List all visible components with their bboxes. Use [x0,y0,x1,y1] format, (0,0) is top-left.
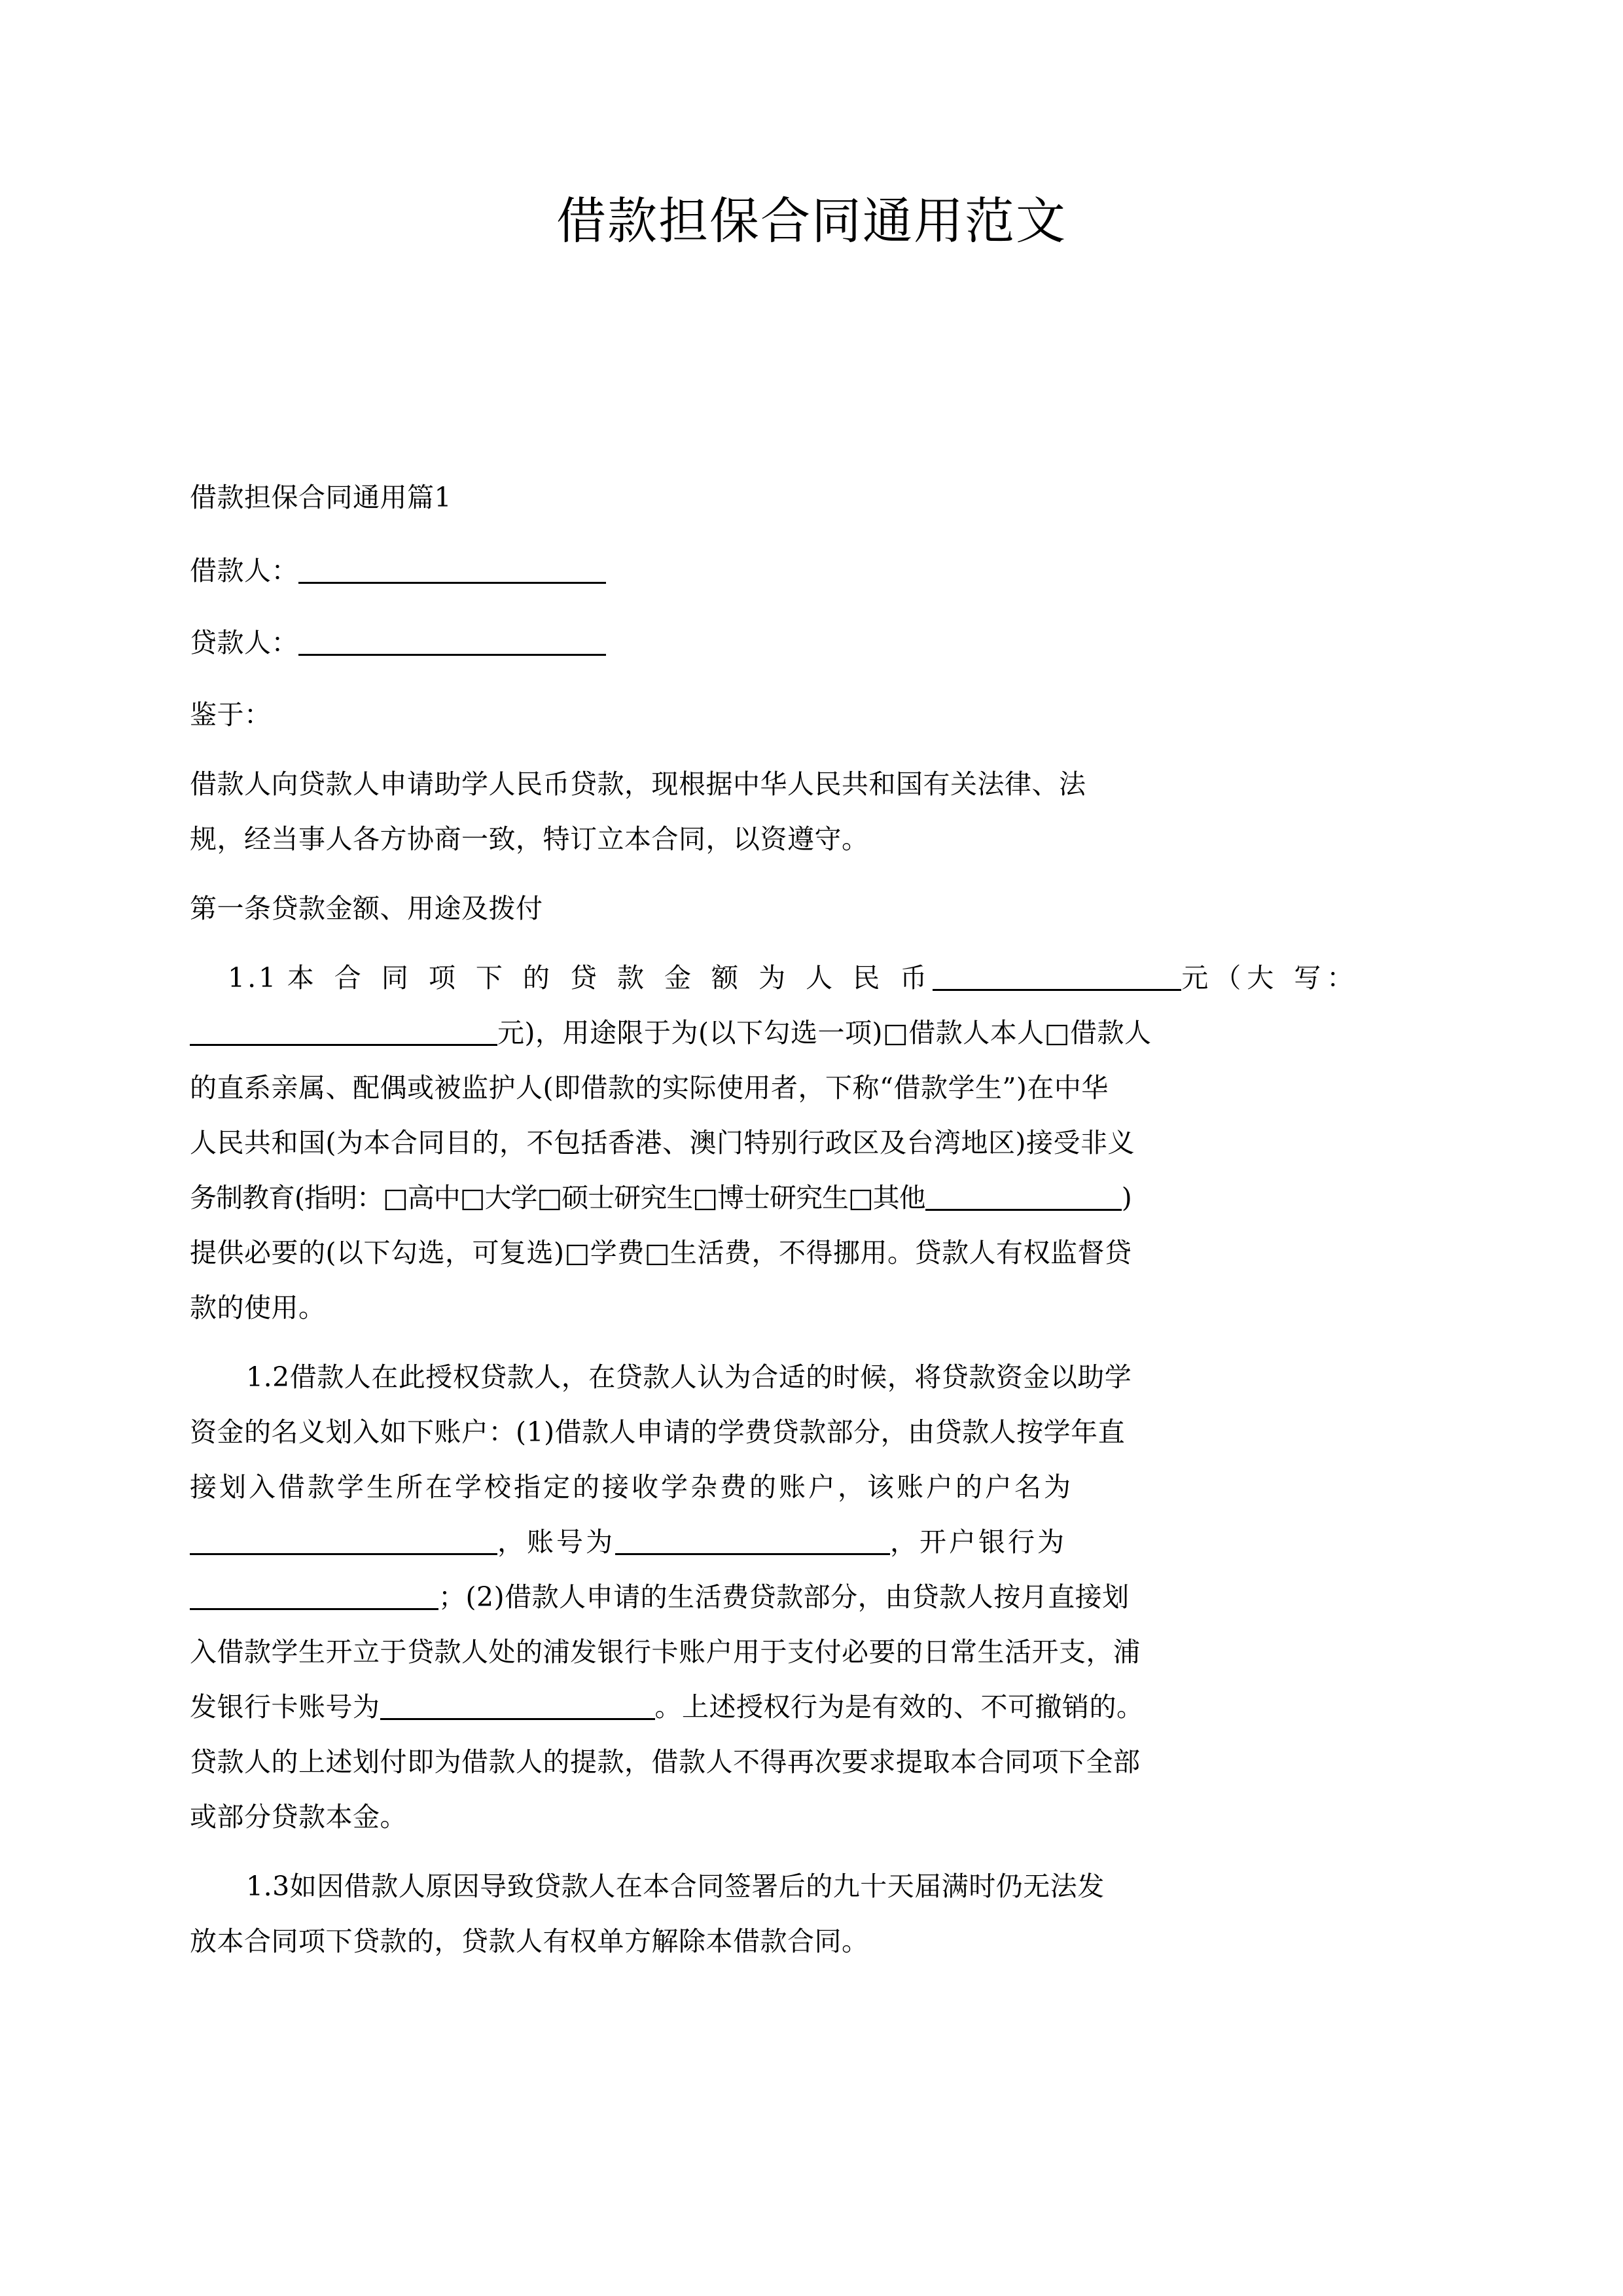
account-name-blank[interactable] [190,1553,497,1555]
clause-1-2-line-8 [190,1736,1433,1788]
whereas-label: 鉴于： [190,699,272,730]
education-level-checkbox-row[interactable]: 务制教育(指明：□高中□大学□硕士研究生□博士研究生□其他 [190,1182,925,1213]
clause-1-2-number: 1.2 [246,1361,290,1393]
education-other-blank[interactable] [925,1209,1122,1211]
clause-1-2-text-l3: 接划入借款学生所在学校指定的接收学杂费的账户，该账户的户名为 [190,1471,1073,1503]
clause-1-2-line-7 [190,1681,1433,1733]
whereas-row [190,689,1433,741]
borrower-label: 借款人： [190,555,298,586]
lender-label: 贷款人： [190,627,298,658]
clause-1-1-line-7 [190,1282,1433,1334]
clause-1-2-text-l5: ；(2)借款人申请的生活费贷款部分，由贷款人按月直接划 [438,1581,1130,1613]
clause-1-2-text-l9: 或部分贷款本金。 [190,1801,407,1833]
clause-1-2-line-3 [190,1461,1433,1513]
clause-1-2-line-2 [190,1406,1433,1458]
clause-1-1-line-5 [190,1172,1433,1224]
clause-1-2-line-9 [190,1791,1433,1843]
clause-1-1-text-l4: 人民共和国(为本合同目的，不包括香港、澳门特别行政区及台湾地区)接受非义 [190,1127,1135,1158]
preamble-text-1: 借款人向贷款人申请助学人民币贷款，现根据中华人民共和国有关法律、法 [190,768,1086,800]
article1-heading-text: 第一条贷款金额、用途及拨付 [190,893,543,924]
fee-type-checkbox-row[interactable]: 提供必要的(以下勾选，可复选)□学费□生活费，不得挪用。贷款人有权监督贷 [190,1237,1132,1268]
clause-1-2-line-1 [190,1351,1433,1403]
clause-1-2-text-l7b: 。上述授权行为是有效的、不可撤销的。 [654,1691,1144,1723]
preamble-line-2 [190,813,1433,865]
clause-1-2-text-l8: 贷款人的上述划付即为借款人的提款，借款人不得再次要求提取本合同项下全部 [190,1746,1141,1778]
clause-1-1-text-b: 元（大 写： [1181,962,1360,994]
page-title: 借款担保合同通用范文 [556,192,1067,250]
clause-1-3-number: 1.3 [246,1871,290,1902]
clause-1-2-text-l2: 资金的名义划入如下账户：(1)借款人申请的学费贷款部分，由贷款人按学年直 [190,1416,1126,1448]
clause-1-1-text-l7: 款的使用。 [190,1292,326,1323]
clause-1-1-text-l3: 的直系亲属、配偶或被监护人(即借款的实际使用者，下称“借款学生”)在中华 [190,1072,1109,1103]
spdb-card-number-blank[interactable] [380,1718,655,1720]
preamble-line-1 [190,758,1433,810]
clause-1-1-line-6 [190,1227,1433,1279]
clause-1-3-line-2 [190,1915,1433,1967]
clause-1-1-line-2 [190,1007,1433,1059]
lender-field-row [190,617,1433,669]
clause-1-2-line-6 [190,1626,1433,1678]
loan-amount-blank[interactable] [933,989,1181,991]
preamble-text-2: 规，经当事人各方协商一致，特订立本合同，以资遵守。 [190,823,869,855]
clause-1-2-line-4 [190,1516,1433,1568]
account-number-blank[interactable] [615,1553,890,1555]
opening-bank-blank[interactable] [190,1608,438,1610]
clause-1-2-text-l4b: ，开户银行为 [890,1526,1067,1558]
clause-1-2-text-l4a: ，账号为 [497,1526,615,1558]
section-heading-text: 借款担保合同通用篇1 [190,482,452,513]
article1-heading [190,882,1433,935]
clause-1-1-text-l5b: ) [1121,1182,1133,1213]
clause-1-1-line-1 [190,952,1433,1004]
borrower-blank[interactable] [298,582,606,584]
document-body [190,471,1433,1970]
clause-1-3-text-l1: 如因借款人原因导致贷款人在本合同签署后的九十天届满时仍无法发 [289,1871,1105,1902]
clause-1-1-line-4 [190,1117,1433,1169]
section-heading [190,471,1433,524]
lender-blank[interactable] [298,654,606,656]
loan-amount-words-blank[interactable] [190,1044,497,1046]
clause-1-2-text-l6: 入借款学生开立于贷款人处的浦发银行卡账户用于支付必要的日常生活开支，浦 [190,1636,1141,1668]
clause-1-2-text-l7a: 发银行卡账号为 [190,1691,380,1723]
clause-1-1-text-l2: 元)，用途限于为(以下勾选一项)□借款人本人□借款人 [497,1017,1152,1049]
clause-1-1-text-a: 本 合 同 项 下 的 贷 款 金 额 为 人 民 币 [287,962,933,994]
clause-1-2-line-5 [190,1571,1433,1623]
clause-1-3-text-l2: 放本合同项下贷款的，贷款人有权单方解除本借款合同。 [190,1926,869,1957]
clause-1-1-number: 1.1 [228,962,279,994]
clause-1-3-line-1 [190,1860,1433,1912]
borrower-field-row [190,545,1433,597]
clause-1-2-text-l1: 借款人在此授权贷款人，在贷款人认为合适的时候，将贷款资金以助学 [289,1361,1132,1393]
clause-1-1-line-3 [190,1062,1433,1114]
